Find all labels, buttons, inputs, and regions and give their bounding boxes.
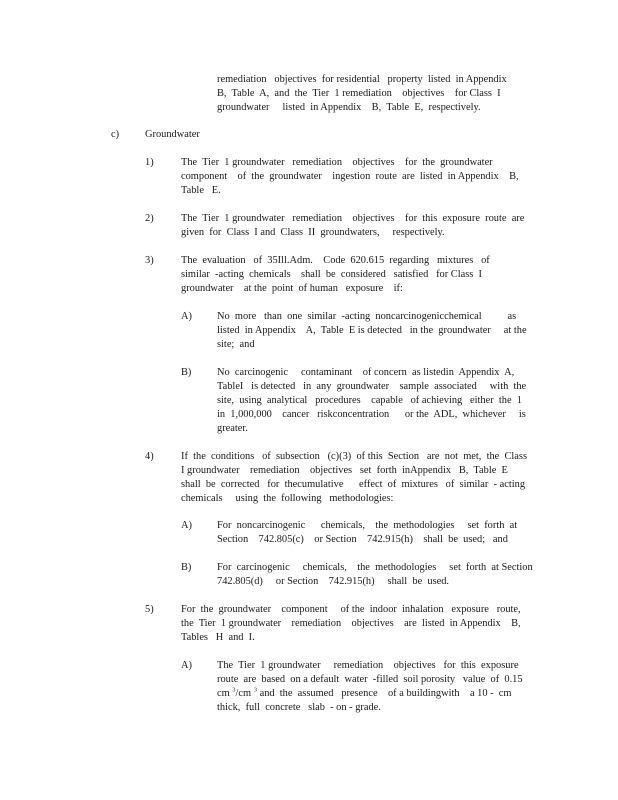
- text-line: Section 742.805(c) or Section 742.915(h) shall be used; and: [217, 534, 508, 545]
- text-line: similar -acting chemicals shall be considered satisfied for Class I: [181, 269, 482, 280]
- text-line: If the conditions of subsection (c)(3) of this Section are not met, the Class: [181, 451, 527, 462]
- unit-cm: cm: [217, 688, 233, 699]
- section-label: c): [111, 129, 120, 140]
- superscript-3: 3: [232, 686, 236, 694]
- section-title: Groundwater: [145, 129, 200, 140]
- text-line: the Tier 1 groundwater remediation objectives are listed in Appendix B,: [181, 618, 521, 629]
- text-line: Tables H and I.: [181, 632, 255, 643]
- text-line: Table E.: [181, 185, 221, 196]
- text-line: The evaluation of 35Ill.Adm. Code 620.615 regarding mixtures of: [181, 255, 490, 266]
- text-line: given for Class I and Class II groundwaters, respectively.: [181, 227, 445, 238]
- text-line: remediation objectives for residential property listed in Appendix: [217, 74, 507, 85]
- text-line: site, using analytical procedures capable of achieving either the 1: [217, 395, 522, 406]
- text-line: in 1,000,000 cancer riskconcentration or the ADL, whichever is: [217, 409, 526, 420]
- sub-item-label: A): [181, 660, 192, 671]
- item-label: 1): [145, 157, 154, 168]
- text-line: greater.: [217, 423, 248, 434]
- text-line: TableI is detected in any groundwater sample associated with the: [217, 381, 527, 392]
- unit-line: [217, 687, 512, 701]
- text-line: route are based on a default water -filled soil porosity value of 0.15: [217, 674, 523, 685]
- text-line: I groundwater remediation objectives set forth inAppendix B, Table E: [181, 465, 508, 476]
- text-run: and the assumed presence of a buildingwith a 10 - cm: [256, 688, 512, 699]
- sub-item-label: A): [181, 520, 192, 531]
- item-label: 3): [145, 255, 154, 266]
- text-line: The Tier 1 groundwater remediation objectives for this exposure route are: [181, 213, 525, 224]
- text-line: shall be corrected for thecumulative effect of mixtures of similar - acting: [181, 479, 526, 490]
- text-line: 742.805(d) or Section 742.915(h) shall be used.: [217, 576, 450, 587]
- text-line: For carcinogenic chemicals, the methodologies set forth at Section: [217, 562, 533, 573]
- text-line: groundwater at the point of human exposure if:: [181, 283, 403, 294]
- sub-item-label: B): [181, 562, 192, 573]
- text-line: groundwater listed in Appendix B, Table E, respectively.: [217, 102, 481, 113]
- text-line: The Tier 1 groundwater remediation objectives for this exposure: [217, 660, 519, 671]
- text-line: B, Table A, and the Tier 1 remediation objectives for Class I: [217, 88, 501, 99]
- text-line: No carcinogenic contaminant of concern as listedin Appendix A,: [217, 367, 515, 378]
- unit-per-cm: /cm: [235, 688, 254, 699]
- text-line: component of the groundwater ingestion route are listed in Appendix B,: [181, 171, 519, 182]
- text-line: listed in Appendix A, Table E is detected in the groundwater at the: [217, 325, 527, 336]
- text-line: chemicals using the following methodologies:: [181, 493, 394, 504]
- sub-item-label: B): [181, 367, 192, 378]
- text-line: site; and: [217, 339, 255, 350]
- text-line: The Tier 1 groundwater remediation objectives for the groundwater: [181, 157, 493, 168]
- item-label: 2): [145, 213, 154, 224]
- text-line: For the groundwater component of the indoor inhalation exposure route,: [181, 604, 521, 615]
- text-line: For noncarcinogenic chemicals, the methodologies set forth at: [217, 520, 518, 531]
- text-line: No more than one similar -acting noncarcinogenicchemical as: [217, 311, 517, 322]
- superscript-3: 3: [253, 686, 257, 694]
- sub-item-label: A): [181, 311, 192, 322]
- item-label: 4): [145, 451, 154, 462]
- item-label: 5): [145, 604, 154, 615]
- text-line: thick, full concrete slab - on - grade.: [217, 702, 381, 713]
